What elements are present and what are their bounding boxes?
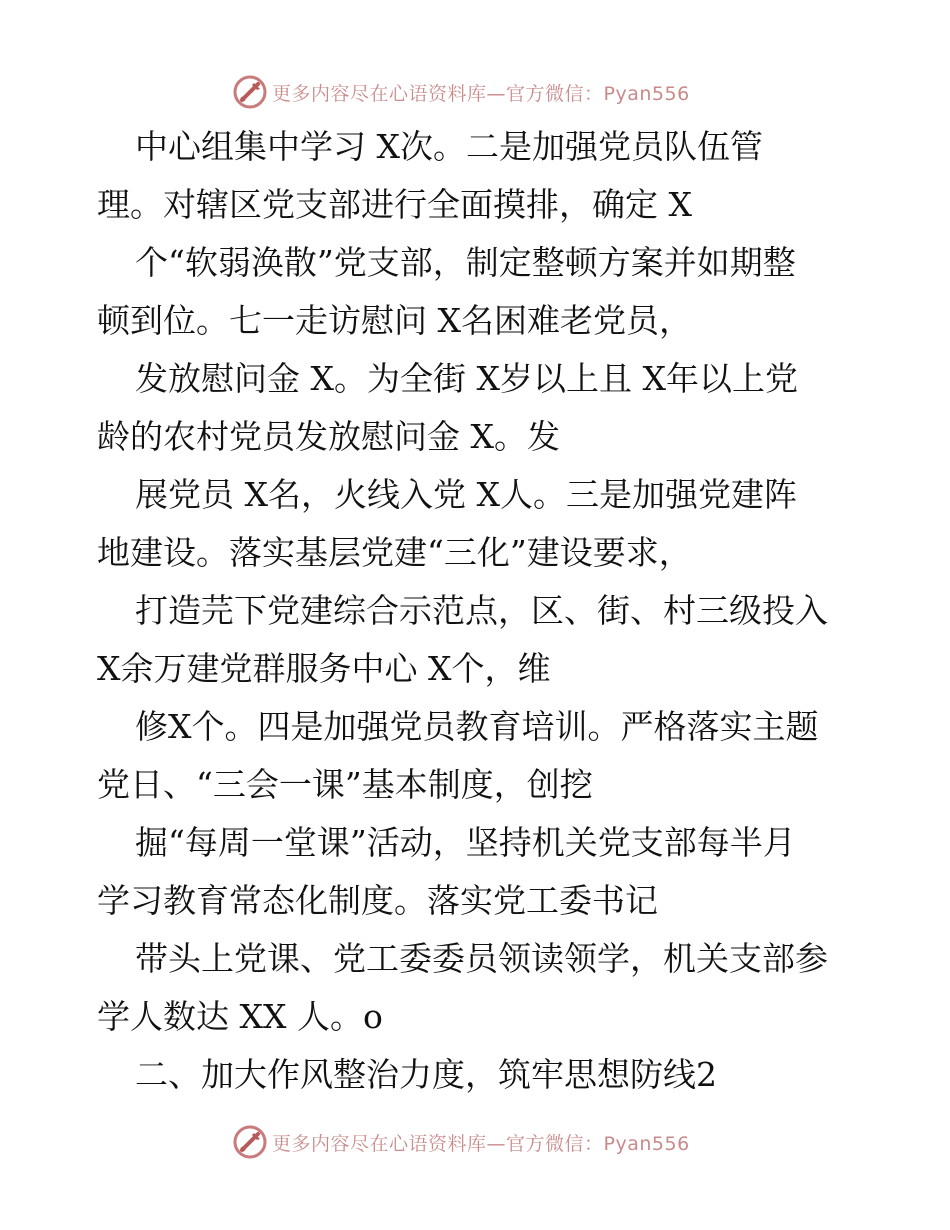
text-line: 发放慰问金 X。为全街 X岁以上且 X年以上党	[135, 359, 798, 398]
watermark-footer	[0, 1122, 950, 1162]
text-line: 中心组集中学习 X次。二是加强党员队伍管	[135, 127, 763, 166]
pen-logo-icon	[232, 74, 268, 110]
section-heading: 二、加大作风整治力度，筑牢思想防线2	[135, 1055, 717, 1094]
pen-logo-icon	[232, 1124, 268, 1160]
text-line: 学习教育常态化制度。落实党工委书记	[97, 881, 658, 920]
text-line: 党日、“三会一课”基本制度，创挖	[97, 765, 593, 804]
text-line: 龄的农村党员发放慰问金 X。发	[97, 417, 560, 456]
watermark-header	[0, 72, 950, 112]
text-line: 理。对辖区党支部进行全面摸排，确定 X	[97, 185, 692, 224]
text-line: 展党员 X名，火线入党 X人。三是加强党建阵	[135, 475, 797, 514]
text-line: 掘“每周一堂课”活动，坚持机关党支部每半月	[135, 823, 796, 862]
text-line: X余万建党群服务中心 X个，维	[97, 649, 551, 688]
text-line: 个“软弱涣散”党支部，制定整顿方案并如期整	[135, 243, 796, 282]
text-line: 地建设。落实基层党建“三化”建设要求，	[97, 533, 692, 572]
watermark-text: 更多内容尽在心语资料库—官方微信：Pyan556	[272, 83, 690, 105]
text-line: 学人数达 XX 人。o	[97, 997, 383, 1036]
watermark-text: 更多内容尽在心语资料库—官方微信：Pyan556	[272, 1133, 690, 1155]
text-line: 打造芫下党建综合示范点，区、街、村三级投入	[135, 591, 828, 630]
text-line: 顿到位。七一走访慰问 X名困难老党员，	[97, 301, 692, 340]
text-line: 修X个。四是加强党员教育培训。严格落实主题	[135, 707, 819, 746]
text-line: 带头上党课、党工委委员领读领学，机关支部参	[135, 939, 828, 978]
